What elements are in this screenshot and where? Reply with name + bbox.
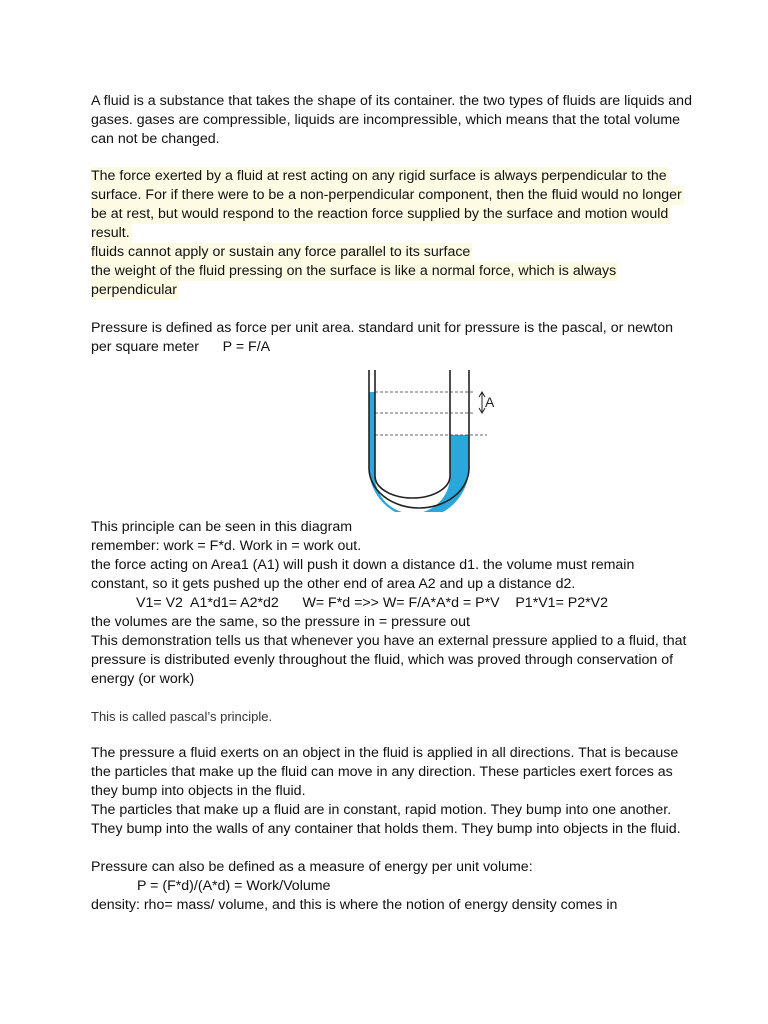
- text-line: This is called pascal’s principle.: [91, 709, 273, 724]
- directions-paragraph: [91, 744, 691, 839]
- highlighted-line: fluids cannot apply or sustain any force parallel to its surface: [91, 244, 471, 260]
- energy-paragraph: [91, 858, 691, 915]
- text-line: Pressure can also be defined as a measure of energy per unit volume:: [91, 859, 533, 875]
- highlighted-line: result.: [91, 225, 130, 241]
- text-line: density: rho= mass/ volume, and this is where the notion of energy density comes in: [91, 897, 618, 913]
- text-line: energy (or work): [91, 671, 195, 687]
- text-line: constant, so it gets pushed up the other end of area A2 and up a distance d2.: [91, 576, 576, 592]
- text-line: the particles that make up the fluid can move in any direction. These particles exert forces as: [91, 764, 673, 780]
- text-line: A fluid is a substance that takes the shape of its container. the two types of fluids are liquids and: [91, 93, 692, 109]
- diagram-label-a: A: [485, 394, 495, 410]
- fluid-fill: [369, 392, 469, 512]
- highlighted-line: be at rest, but would respond to the reaction force supplied by the surface and motion would: [91, 206, 669, 222]
- highlighted-line: perpendicular: [91, 282, 177, 298]
- text-line: The pressure a fluid exerts on an object in the fluid is applied in all directions. That is because: [91, 745, 679, 761]
- principle-paragraph: [91, 518, 691, 689]
- highlighted-paragraph: [91, 167, 691, 300]
- text-line: remember: work = F*d. Work in = work out.: [91, 538, 362, 554]
- text-line: gases. gases are compressible, liquids are incompressible, which means that the total volume: [91, 112, 681, 128]
- pressure-definition: [91, 319, 691, 357]
- text-line: They bump into the walls of any container that holds them. They bump into objects in the fluid.: [91, 821, 681, 837]
- tube-wall-inner: [375, 370, 450, 498]
- text-line: can not be changed.: [91, 131, 220, 147]
- pascal-note: [91, 707, 691, 726]
- u-tube-diagram: [355, 364, 495, 512]
- formula-line: P = (F*d)/(A*d) = Work/Volume: [137, 878, 331, 894]
- text-line: pressure is distributed evenly throughout the fluid, which was proved through conservation of: [91, 652, 674, 668]
- text-line: they bump into objects in the fluid.: [91, 783, 306, 799]
- text-line: This principle can be seen in this diagram: [91, 519, 353, 535]
- text-line: the force acting on Area1 (A1) will push it down a distance d1. the volume must remain: [91, 557, 635, 573]
- text-line: This demonstration tells us that whenever you have an external pressure applied to a fluid, that: [91, 633, 687, 649]
- text-line: The particles that make up a fluid are in constant, rapid motion. They bump into one another.: [91, 802, 672, 818]
- highlighted-line: the weight of the fluid pressing on the surface is like a normal force, which is always: [91, 263, 617, 279]
- intro-paragraph: [91, 92, 691, 149]
- equations-line: V1= V2 A1*d1= A2*d2 W= F*d =>> W= F/A*A*d = P*V P1*V1= P2*V2: [136, 595, 609, 611]
- text-line: Pressure is defined as force per unit area. standard unit for pressure is the pascal, or newton: [91, 320, 673, 336]
- highlighted-line: surface. For if there were to be a non-perpendicular component, then the fluid would no longer: [91, 187, 682, 203]
- text-line: per square meter P = F/A: [91, 339, 271, 355]
- highlighted-line: The force exerted by a fluid at rest acting on any rigid surface is always perpendicular to the: [91, 168, 667, 184]
- text-line: the volumes are the same, so the pressure in = pressure out: [91, 614, 470, 630]
